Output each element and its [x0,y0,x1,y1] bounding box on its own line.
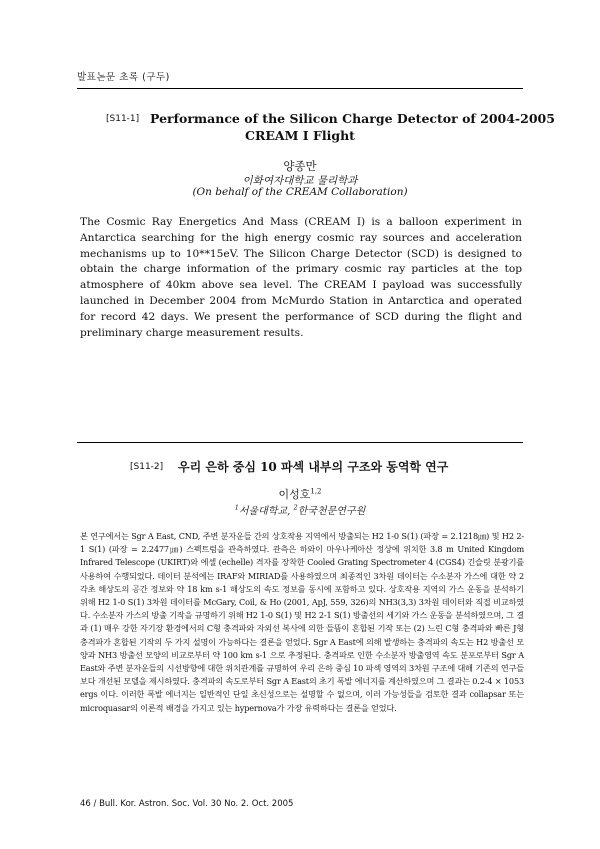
paper1-author: 양종만 [283,159,317,173]
paper1-title-line1: Performance of the Silicon Charge Detector of 2004-2005 [150,111,555,126]
page-footer: 46 / Bull. Kor. Astron. Soc. Vol. 30 No. 2. Oct. 2005 [80,799,294,809]
header-rule [77,88,523,89]
section-divider [77,442,523,443]
paper2-session-code: [S11-2] [130,462,164,472]
paper2-author: 이성호 [278,488,311,501]
paper2-aff1-sup: 1 [234,503,239,512]
paper1-affiliation: 이화여자대학교 물리학과 [242,175,358,187]
paper2-affiliations [150,502,450,517]
paper2-aff2-sup: 2 [293,503,298,512]
paper2-aff2: 한국천문연구원 [297,506,366,517]
paper1-title-line2: CREAM I Flight [245,128,355,143]
paper1-abstract: The Cosmic Ray Energetics And Mass (CREAM I) is a balloon experiment in Antarctica searching for the high energy cosmic ray sources and acceleration mechanisms up to 10**15eV. The Silicon Charge Detector (SCD) is designed to obtain the charge information of the primary cosmic ray particles at the top atmosphere of 40km above sea level. The CREAM I payload was successfully launched in December 2004 from McMurdo Station in Antarctica and operated for record 42 days. We present the performance of SCD during the flight and preliminary charge measurement results. [80,216,522,339]
paper2-abstract: 본 연구에서는 Sgr A East, CND, 주변 분자운들 간의 상호작용 지역에서 방출되는 H2 1-0 S(1) (파장 = 2.1218㎛) 및 H2 2-1 S(1) (파장 = 2.2477㎛) 스펙트럼을 관측하였다. 관측은 하와이 마우나케아산 정상에 위치한 3.8 m United Kingdom Infrared Telescope (UKIRT)와 에셀 (echelle) 격자를 장착한 Cooled Grating Spectrometer 4 (CGS4) 긴슬릿 분광기를 사용하여 수행되었다. 데이터 분석에는 IRAF와 MIRIAD를 사용하였으며 최종적인 3차원 데이터는 수소분자 가스에 대한 약 2 각초 해상도의 공간 정보와 약 18 km s-1 해상도의 속도 정보를 동시에 포함하고 있다. 상호작용 지역의 가스 운동을 분석하기 위해 H2 1-0 S(1) 3차원 데이터를 McGary, Coil, & Ho (2001, ApJ, 559, 326)의 NH3(3,3) 3차원 데이터와 직접 비교하였다. 수소분자 가스의 방출 기작을 규명하기 위해 H2 1-0 S(1) 및 H2 2-1 S(1) 방출선의 세기와 가스 운동을 분석하였으며, 그 결과 (1) 매우 강한 자기장 환경에서의 C형 충격파와 자외선 복사에 의한 들뜸이 혼합된 기작 또는 (2) 느린 C형 충격파와 빠른 J형 충격파가 혼합된 기작의 두 가지 설명이 가능하다는 결론을 얻었다. Sgr A East에 의해 발생하는 충격파의 속도는 H2 방출선 모양과 NH3 방출선 모양의 비교로부터 약 100 km s-1 으로 추정된다. 충격파로 인한 수소분자 방출영역 속도 분포로부터 Sgr A East와 주변 분자운들의 시선방향에 대한 위치관계를 규명하여 우리 은하 중심 10 파섹 영역의 3차원 구조에 대해 기존의 연구들보다 개선된 모델을 제시하였다. 충격파의 속도로부터 Sgr A East의 초기 폭발 에너지를 계산하였으며 그 결과는 0.2-4 × 1053 ergs 이다. 이러한 폭발 에너지는 일반적인 단일 초신성으로는 설명할 수 없으며, 이러 가능성들을 검토한 결과 collapsar 또는 microquasar의 이론적 배경을 가지고 있는 hypernova가 가장 유력하다는 결론을 얻었다. [80,531,524,713]
section-header: 발표논문 초록 (구두) [77,72,170,83]
paper2-author-block [250,486,350,502]
paper2-aff1: 서울대학교, [238,506,294,517]
paper2-author-sup: 1,2 [310,487,322,496]
paper1-collaboration: (On behalf of the CREAM Collaboration) [192,186,408,198]
paper2-title: 우리 은하 중심 10 파섹 내부의 구조와 동역학 연구 [178,460,449,474]
paper1-session-code: [S11-1] [106,114,140,124]
